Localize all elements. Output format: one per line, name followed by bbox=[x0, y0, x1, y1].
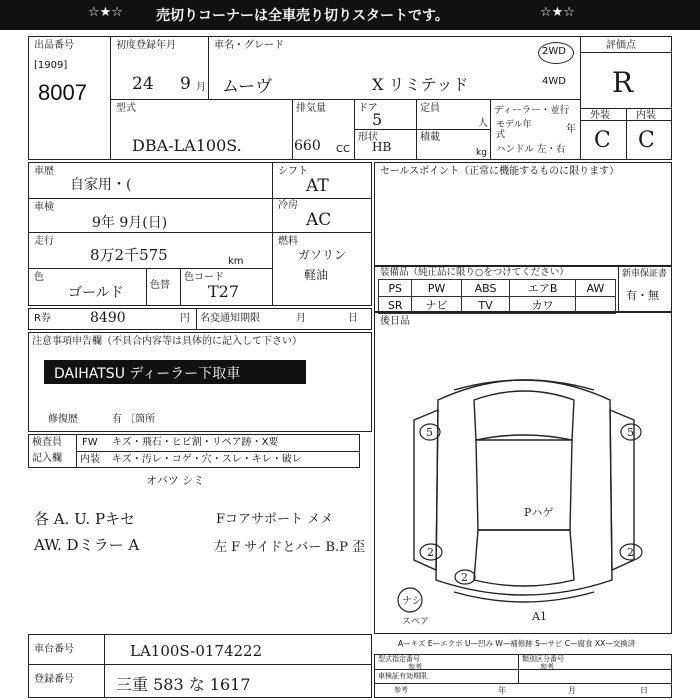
banner-stars-left: ☆★☆ bbox=[88, 5, 123, 20]
rear-left-corner-mark: 2 bbox=[461, 571, 468, 584]
spare-note: ナシ bbox=[402, 596, 422, 607]
inspect-label: 車検 bbox=[34, 202, 54, 213]
use-value: 自家用・( bbox=[70, 177, 132, 193]
fw-items: キズ・飛石・ヒビ割・リペア跡・X要 bbox=[112, 437, 279, 448]
grade-value: R bbox=[612, 66, 634, 99]
car-trunk-outline bbox=[474, 530, 574, 586]
front-left-damage-mark: 5 bbox=[426, 426, 433, 439]
mileage-label: 走行 bbox=[34, 236, 54, 247]
year-unit: 年 bbox=[566, 124, 576, 135]
chassis-value: LA100S-0174222 bbox=[130, 642, 263, 660]
hand-note-3: Fコアサポート メメ bbox=[216, 512, 334, 527]
type-approval-label: 型式指定番号 bbox=[378, 655, 420, 663]
equipment-item: ナビ bbox=[412, 297, 461, 314]
reg-year: 24 bbox=[132, 74, 154, 94]
reg-label: 初度登録年月 bbox=[116, 40, 176, 51]
expiry-year: 年 bbox=[498, 686, 506, 695]
equipment-grid bbox=[378, 279, 616, 314]
inspect-value: 9年 9月(日) bbox=[92, 215, 168, 231]
ac-value: AC bbox=[306, 210, 332, 230]
use-label: 車歴 bbox=[34, 166, 54, 177]
disp-unit: CC bbox=[336, 144, 350, 155]
notes-label: 注意事項申告欄（不具合内容等は具体的に記入して下さい） bbox=[32, 336, 302, 347]
spare-label: スペア bbox=[402, 617, 430, 627]
chassis-label: 車台番号 bbox=[34, 644, 74, 655]
tax-label: 名変通知期限 bbox=[200, 313, 260, 324]
car-rear-bumper bbox=[454, 592, 594, 602]
ext-label: 外装 bbox=[590, 110, 610, 121]
entry-label: 記入欄 bbox=[32, 453, 62, 464]
door-label: ドア bbox=[358, 103, 378, 114]
fuel-label: 燃料 bbox=[278, 236, 298, 247]
capacity-label: 定員 bbox=[420, 103, 440, 114]
expiry-label: 車検証有効期限 bbox=[378, 672, 427, 680]
fuel-value-diesel: 軽油 bbox=[304, 268, 329, 282]
repair-label: 修復歴 bbox=[48, 414, 78, 425]
reg-month: 9 bbox=[180, 74, 191, 94]
displacement: 660 bbox=[294, 138, 321, 154]
sales-point-label: セールスポイント（正常に機能するものに限ります） bbox=[380, 166, 620, 177]
drive-2wd: 2WD bbox=[542, 46, 566, 57]
shift-value: AT bbox=[306, 176, 329, 196]
sales-point-block bbox=[374, 162, 672, 266]
equipment-item: カワ bbox=[510, 297, 575, 314]
expiry-month: 月 bbox=[568, 686, 576, 695]
load-label: 積載 bbox=[420, 132, 440, 143]
banner-text: 売切りコーナーは全車売り切りスタートです。 bbox=[156, 8, 449, 24]
equipment-label: 装備品（純正品に限り○をつけてください） bbox=[380, 267, 569, 278]
car-name: ムーヴ bbox=[222, 77, 273, 97]
tax-day: 日 bbox=[348, 313, 358, 324]
hand-note-2: AW. Dミラー A bbox=[34, 536, 140, 554]
front-right-damage-mark: 5 bbox=[627, 426, 634, 439]
class-no-ref: 参考 bbox=[540, 663, 554, 671]
type-approval-ref: 参考 bbox=[408, 663, 422, 671]
plate-value: 三重 583 な 1617 bbox=[116, 675, 251, 694]
color-code: T27 bbox=[208, 282, 240, 301]
name-label: 車名・グレード bbox=[214, 40, 284, 51]
ac-label: 冷房 bbox=[278, 200, 298, 211]
session-number: [1909] bbox=[34, 60, 68, 71]
bottom-note: A1 bbox=[532, 610, 547, 623]
equipment-item: エアB bbox=[510, 280, 575, 297]
int-label: 内装 bbox=[636, 110, 656, 121]
recycle-value: 8490 bbox=[90, 310, 126, 326]
class-no-label: 類別区分番号 bbox=[522, 655, 564, 663]
equipment-item bbox=[575, 297, 615, 314]
grade-title: 評価点 bbox=[606, 40, 636, 51]
recycle-label: R券 bbox=[34, 313, 51, 324]
model-year-label: モデル年式 bbox=[496, 120, 532, 141]
equipment-item: PS bbox=[379, 280, 412, 297]
ext-value: C bbox=[594, 128, 611, 153]
color-label: 色 bbox=[34, 272, 44, 283]
diagram-legend: A—キズ E—エクボ U—凹み W—補修跡 S—サビ C—腐食 XX—交換済 bbox=[398, 639, 636, 648]
int-value: C bbox=[638, 128, 655, 153]
lot-number: 8007 bbox=[38, 80, 87, 105]
car-damage-diagram bbox=[374, 330, 672, 630]
equipment-item: ABS bbox=[461, 280, 510, 297]
load-unit: kg bbox=[476, 148, 487, 158]
car-grade: X リミテッド bbox=[372, 75, 469, 94]
equipment-item: SR bbox=[379, 297, 412, 314]
recycle-unit: 円 bbox=[180, 313, 190, 324]
reg-month-unit: 月 bbox=[196, 82, 206, 93]
tax-month: 月 bbox=[296, 313, 306, 324]
expiry-ref: 参考 bbox=[394, 686, 408, 694]
mileage-unit: km bbox=[228, 256, 244, 267]
mileage-value: 8万2千575 bbox=[90, 246, 168, 264]
banner-stars-right: ☆★☆ bbox=[540, 5, 575, 20]
warranty-label: 新車保証書 bbox=[622, 269, 668, 279]
doors: 5 bbox=[372, 110, 383, 129]
disp-label: 排気量 bbox=[296, 103, 326, 114]
equipment-item: TV bbox=[461, 297, 510, 314]
shift-label: シフト bbox=[278, 166, 308, 177]
equipment-item: AW bbox=[575, 280, 615, 297]
warranty-value: 有・無 bbox=[626, 289, 659, 302]
handle-label: ハンドル 左・右 bbox=[496, 144, 566, 155]
inspector-label: 検査員 bbox=[32, 437, 62, 448]
car-front-bumper bbox=[454, 380, 594, 390]
hood-note: Pハゲ bbox=[524, 506, 554, 519]
body-label: 形状 bbox=[358, 132, 378, 143]
lot-label: 出品番号 bbox=[34, 40, 74, 51]
expiry-day: 日 bbox=[640, 686, 648, 695]
dealer-badge-text: DAIHATSU ディーラー下取車 bbox=[54, 366, 241, 382]
plate-label: 登録番号 bbox=[34, 674, 74, 685]
color-code-label: 色コード bbox=[184, 272, 224, 283]
rear-left-damage-mark: 2 bbox=[427, 546, 434, 559]
car-hood-outline bbox=[474, 391, 574, 440]
fuel-value-gasoline: ガソリン bbox=[298, 248, 347, 262]
dealer-label: ディーラー・並行 bbox=[494, 105, 570, 116]
repair-value: 有 〔箇所 bbox=[112, 414, 156, 425]
int-items: キズ・汚レ・コゲ・穴・スレ・キレ・破レ bbox=[112, 454, 302, 465]
body-type: HB bbox=[372, 140, 392, 154]
recolor-label: 色替 bbox=[150, 280, 170, 291]
color-value: ゴールド bbox=[68, 285, 124, 301]
header-block bbox=[28, 36, 672, 160]
equipment-item: PW bbox=[412, 280, 461, 297]
model-label: 型式 bbox=[116, 103, 136, 114]
rear-right-damage-mark: 2 bbox=[627, 546, 634, 559]
fw-label: FW bbox=[82, 437, 98, 448]
hand-note-1: 各 A. U. Pキセ bbox=[34, 510, 136, 528]
car-body-outline bbox=[436, 380, 612, 595]
hand-note-4: 左 F サイドとバー B.P 歪 bbox=[214, 540, 366, 555]
model-code: DBA-LA100S. bbox=[132, 136, 242, 155]
drive-4wd: 4WD bbox=[542, 76, 566, 87]
capacity-unit: 人 bbox=[478, 118, 488, 129]
rear-item-label: 後日品 bbox=[380, 316, 410, 327]
int-check-label: 内装 bbox=[80, 454, 100, 465]
below-note: オバツ シミ bbox=[146, 474, 205, 487]
